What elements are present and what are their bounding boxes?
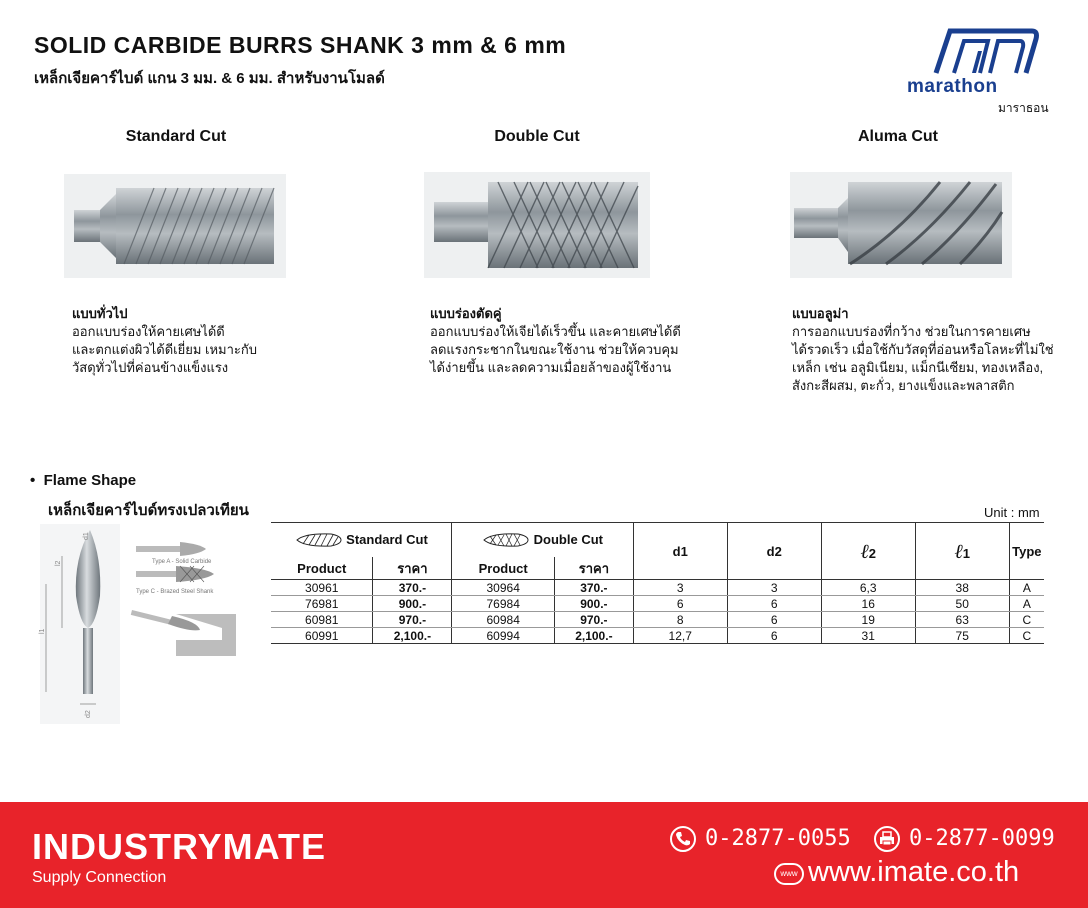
double-cut-description [430, 305, 681, 377]
aluma-cut-line: การออกแบบร่องที่กว้าง ช่วยในการคายเศษ [792, 324, 1031, 339]
brand-name-thai: มาราธอน [998, 101, 1049, 115]
dbl-price-cell: 970.- [555, 612, 634, 628]
double-cut-heading: แบบร่องตัดคู่ [430, 306, 502, 321]
dbl-product-cell: 60994 [452, 628, 555, 644]
l2-cell: 19 [821, 612, 915, 628]
type-a-label: Type A - Solid Carbide [152, 559, 212, 565]
standard-cut-header-label: Standard Cut [346, 531, 428, 547]
script-l-icon: ℓ [860, 538, 869, 563]
dim-l2-label: l2 [55, 560, 62, 566]
bullet-icon: • [30, 472, 36, 489]
dbl-product-cell: 60984 [452, 612, 555, 628]
d2-header: d2 [727, 523, 821, 580]
table-row [271, 580, 1044, 596]
type-cell: A [1009, 580, 1044, 596]
dim-l1-label: l1 [39, 628, 46, 634]
standard-cut-burr-icon [64, 174, 286, 278]
unit-label: Unit : mm [984, 505, 1040, 520]
l1-cell: 38 [915, 580, 1009, 596]
standard-cut-title: Standard Cut [125, 128, 227, 145]
dbl-price-cell: 370.- [555, 580, 634, 596]
flame-shape-diagram [40, 524, 236, 724]
aluma-cut-description [792, 305, 1054, 395]
l2-header [821, 523, 915, 580]
type-cell: C [1009, 628, 1044, 644]
std-product-header: Product [271, 557, 373, 580]
aluma-cut-burr-icon [790, 172, 1012, 278]
double-cut-header-label: Double Cut [533, 531, 603, 547]
fax-icon [874, 826, 900, 852]
l1-cell: 75 [915, 628, 1009, 644]
l1-header [915, 523, 1009, 580]
dbl-product-cell: 76984 [452, 596, 555, 612]
brand-name: marathon [907, 76, 998, 97]
aluma-cut-line: สังกะสีผสม, ตะกั่ว, ยางแข็งและพลาสติก [792, 378, 1015, 393]
std-product-cell: 60981 [271, 612, 373, 628]
std-product-cell: 76981 [271, 596, 373, 612]
table-row [271, 596, 1044, 612]
l1-subscript: 1 [962, 545, 970, 561]
company-name: INDUSTRYMATE [32, 826, 326, 867]
dbl-product-cell: 30964 [452, 580, 555, 596]
double-cut-line: ลดแรงกระชากในขณะใช้งาน ช่วยให้ควบคุม [430, 342, 679, 357]
standard-cut-line: และตกแต่งผิวได้ดีเยี่ยม เหมาะกับ [72, 342, 257, 357]
dbl-price-cell: 900.- [555, 596, 634, 612]
std-product-cell: 60991 [271, 628, 373, 644]
double-cut-line: ได้ง่ายขึ้น และลดความเมื่อยล้าของผู้ใช้งาน [430, 360, 672, 375]
phone-number[interactable]: 0-2877-0055 [705, 826, 851, 851]
l2-cell: 16 [821, 596, 915, 612]
d2-cell: 3 [727, 580, 821, 596]
dbl-price-cell: 2,100.- [555, 628, 634, 644]
type-cell: A [1009, 596, 1044, 612]
std-price-cell: 370.- [373, 580, 452, 596]
double-cut-title: Double Cut [494, 128, 580, 145]
fax-number[interactable]: 0-2877-0099 [909, 826, 1055, 851]
table-row [271, 628, 1044, 644]
std-price-cell: 970.- [373, 612, 452, 628]
spec-table [271, 522, 1044, 644]
table-row [271, 612, 1044, 628]
dim-d2-label: d2 [85, 710, 92, 718]
d2-cell: 6 [727, 596, 821, 612]
aluma-cut-title: Aluma Cut [858, 128, 938, 145]
aluma-cut-line: ได้รวดเร็ว เมื่อใช้กับวัสดุที่อ่อนหรือโลหะที่ไม่ใช่ [792, 342, 1054, 357]
d2-cell: 6 [727, 628, 821, 644]
section-title [30, 472, 136, 489]
page-title: SOLID CARBIDE BURRS SHANK 3 mm & 6 mm [34, 32, 567, 58]
std-price-header: ราคา [373, 557, 452, 580]
std-product-cell: 30961 [271, 580, 373, 596]
standard-cut-line: วัสดุทั่วไปที่ค่อนข้างแข็งแรง [72, 360, 229, 375]
aluma-cut-line: เหล็ก เช่น อลูมิเนียม, แม็กนีเซียม, ทองเหลือง, [792, 360, 1044, 375]
d1-header: d1 [633, 523, 727, 580]
phone-icon [670, 826, 696, 852]
standard-cut-description [72, 305, 257, 377]
l2-cell: 6,3 [821, 580, 915, 596]
dim-d1-label: d1 [83, 532, 90, 540]
type-cell: C [1009, 612, 1044, 628]
l2-subscript: 2 [868, 545, 876, 561]
page-subtitle: เหล็กเจียคาร์ไบด์ แกน 3 มม. & 6 มม. สำหรับงานโมลด์ [34, 70, 385, 87]
standard-cut-line: ออกแบบร่องให้คายเศษได้ดี [72, 324, 225, 339]
section-title-text: Flame Shape [43, 472, 137, 489]
web-icon: www [774, 863, 804, 885]
std-price-cell: 2,100.- [373, 628, 452, 644]
dbl-product-header: Product [452, 557, 555, 580]
d1-cell: 6 [633, 596, 727, 612]
d1-cell: 8 [633, 612, 727, 628]
d2-cell: 6 [727, 612, 821, 628]
website-link[interactable]: www.imate.co.th [808, 856, 1020, 888]
std-price-cell: 900.- [373, 596, 452, 612]
section-title-thai: เหล็กเจียคาร์ไบด์ทรงเปลวเทียน [48, 502, 249, 519]
script-l-icon: ℓ [954, 538, 963, 563]
double-cut-header [452, 523, 633, 558]
type-header: Type [1009, 523, 1044, 580]
double-cut-line: ออกแบบร่องให้เจียได้เร็วขึ้น และคายเศษได้ดี [430, 324, 681, 339]
type-c-label: Type C - Brazed Steel Shank [136, 589, 214, 595]
double-cut-burr-icon [424, 172, 650, 278]
aluma-cut-heading: แบบอลูม่า [792, 306, 849, 321]
d1-cell: 12,7 [633, 628, 727, 644]
l2-cell: 31 [821, 628, 915, 644]
l1-cell: 63 [915, 612, 1009, 628]
double-cut-burr-icon [482, 532, 530, 548]
marathon-logo-icon [928, 27, 1040, 75]
dbl-price-header: ราคา [555, 557, 634, 580]
standard-cut-heading: แบบทั่วไป [72, 306, 128, 321]
d1-cell: 3 [633, 580, 727, 596]
standard-cut-header [271, 523, 452, 558]
l1-cell: 50 [915, 596, 1009, 612]
company-tagline: Supply Connection [32, 869, 167, 886]
standard-cut-burr-icon [295, 532, 343, 548]
